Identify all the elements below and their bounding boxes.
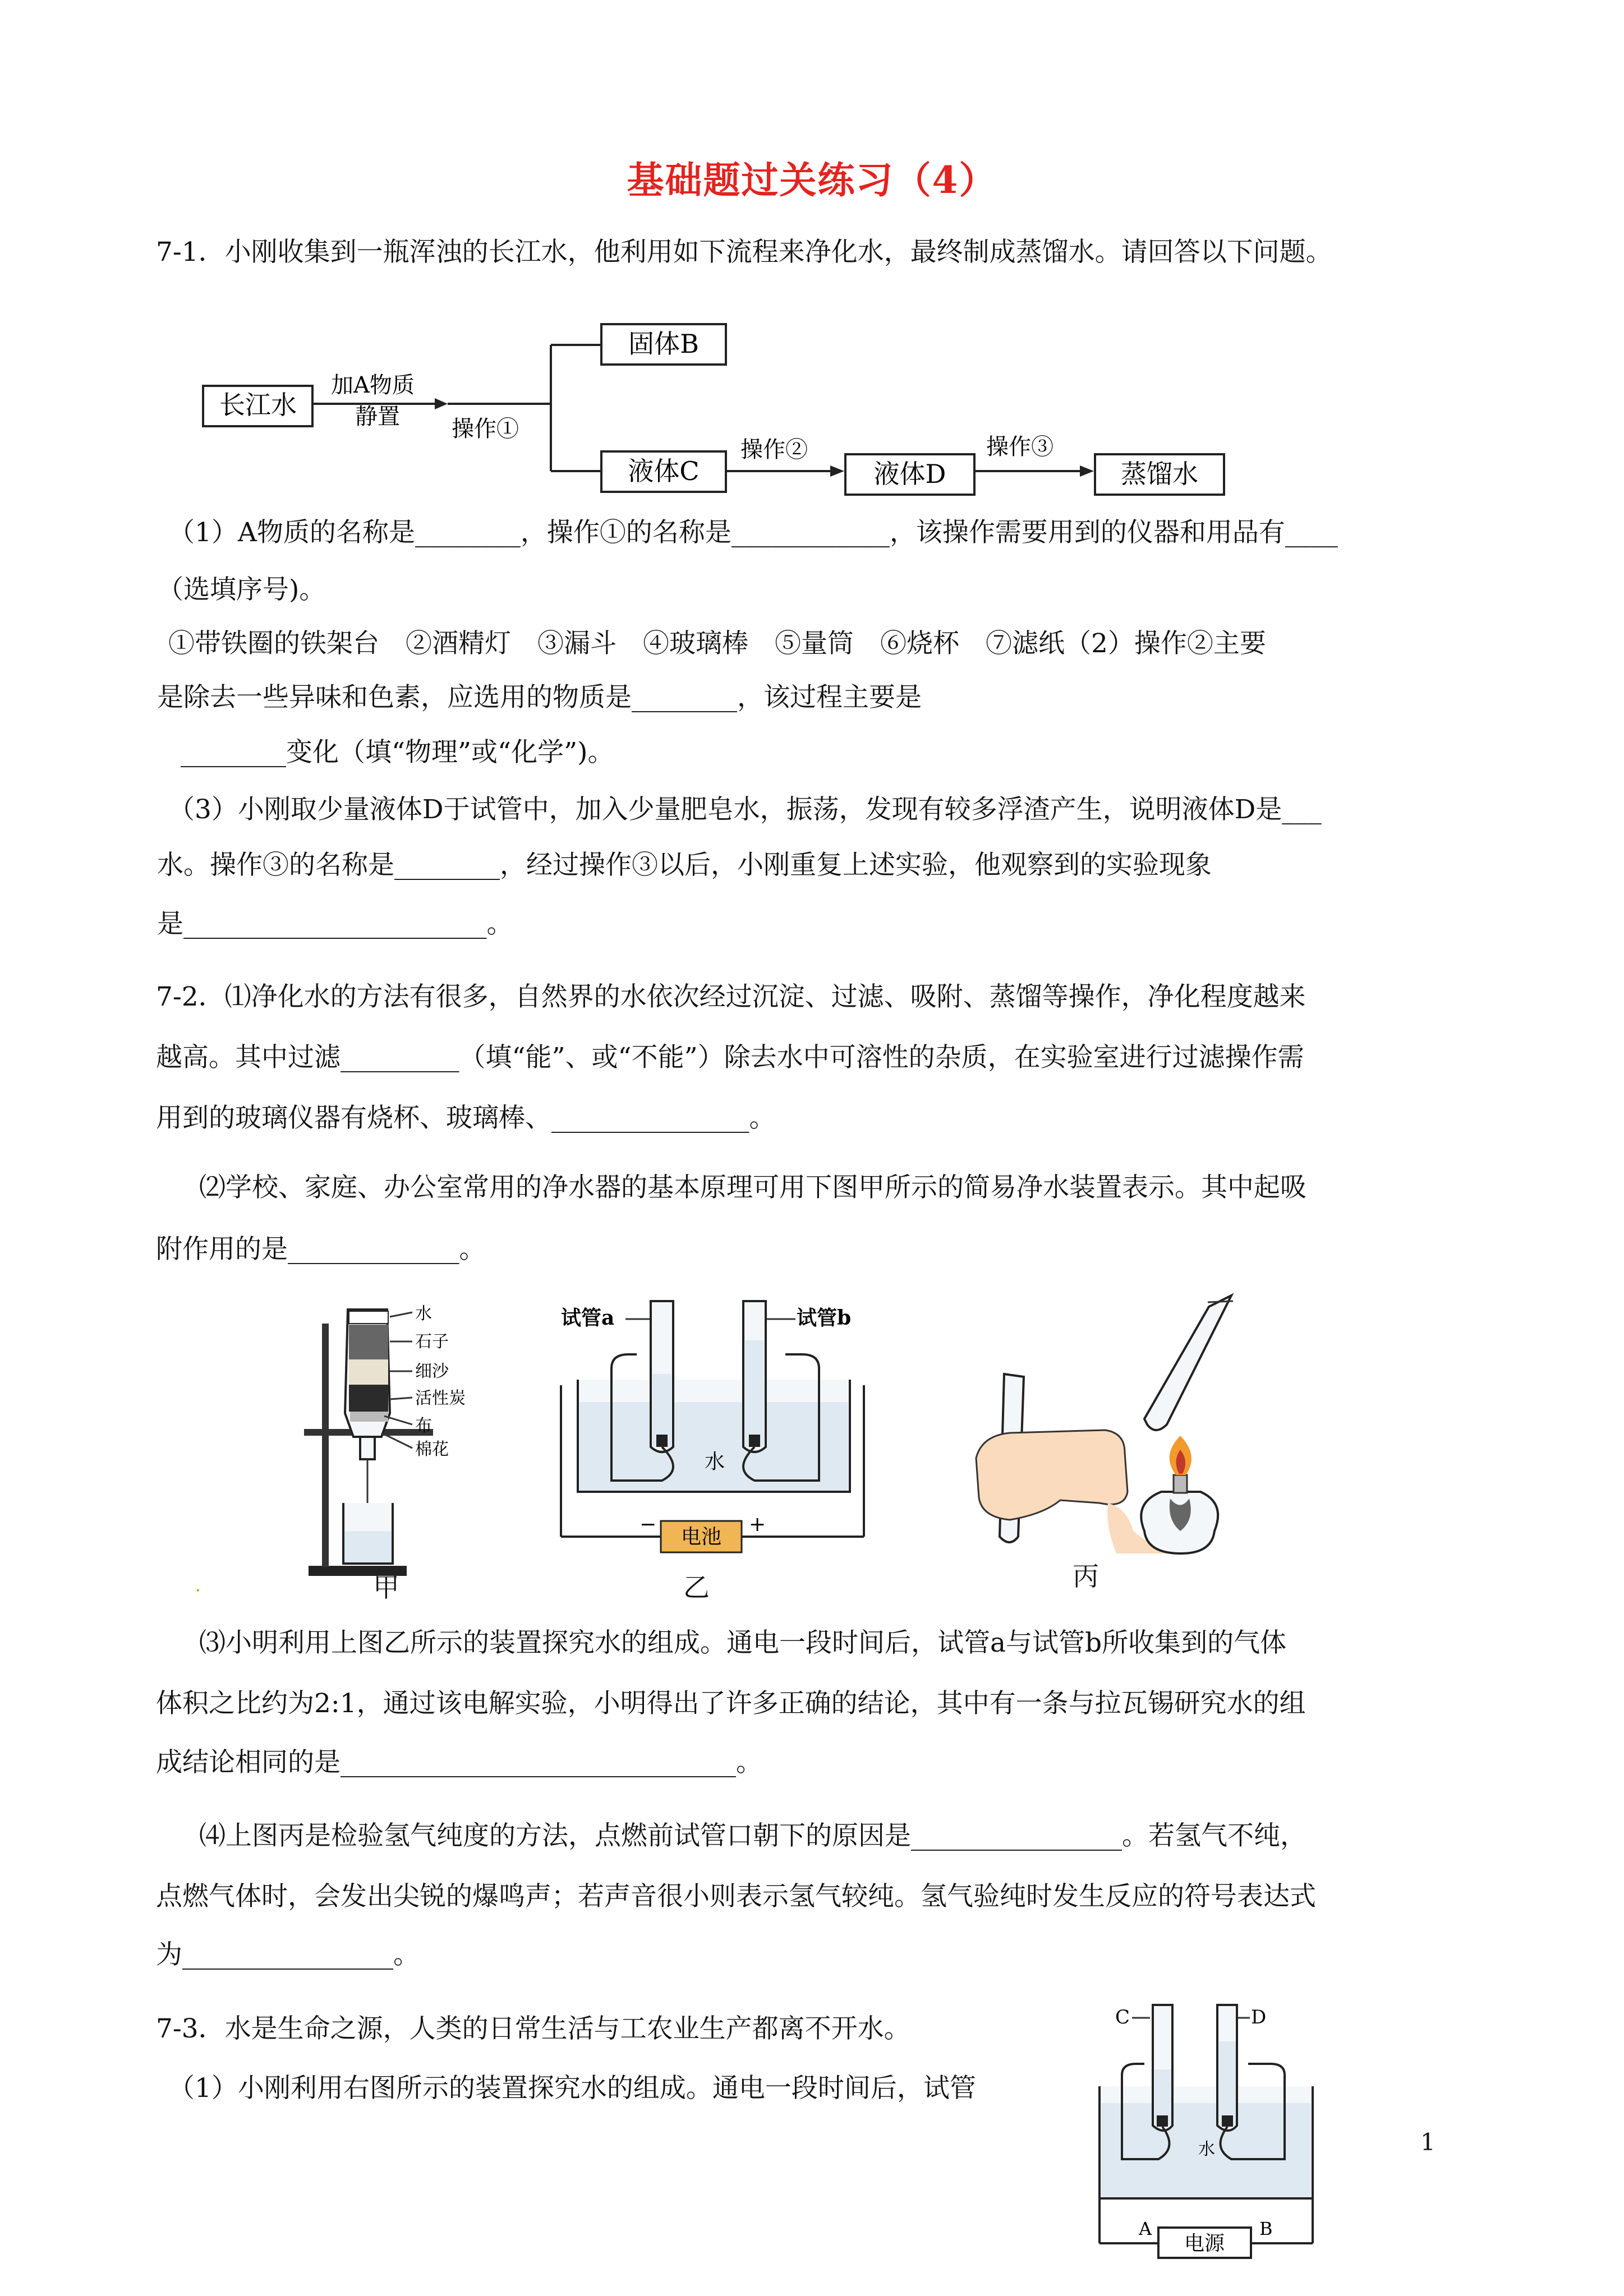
- q72-l1: 7-2．⑴净化水的方法有很多，自然界的水依次经过沉淀、过滤、吸附、蒸馏等操作，净化程度越来: [156, 981, 1306, 1012]
- page-title: 基础题过关练习（4）: [627, 158, 997, 202]
- flow-arrow1-top: 加A物质: [331, 372, 415, 398]
- yi-label-battery: 电池: [680, 1525, 722, 1548]
- q73-label-power: 电源: [1184, 2232, 1225, 2255]
- figure-yi-electrolysis: [550, 1290, 886, 1570]
- figure-jia-caption: 甲: [373, 1573, 399, 1603]
- flow-arrow1-bottom: 操作①: [452, 416, 519, 442]
- figure-yi-caption: 乙: [683, 1573, 710, 1603]
- flow-start: 长江水: [219, 390, 297, 420]
- q73-label-water: 水: [1198, 2140, 1215, 2159]
- flow-branch-top: 固体B: [628, 329, 699, 359]
- q72-l9: ⑷上图丙是检验氢气纯度的方法，点燃前试管口朝下的原因是________________。若氢气不纯，: [199, 1820, 1306, 1851]
- figure-bing-hydrogen-test: [965, 1290, 1279, 1559]
- q71-p1a: （1）A物质的名称是________，操作①的名称是____________，该操作需要用到的仪器和用品有____: [168, 517, 1338, 548]
- q72-l11: 为________________。: [156, 1939, 420, 1970]
- q73-label-a: A: [1139, 2218, 1152, 2239]
- q71-p3b: 水。操作③的名称是________，经过操作③以后，小刚重复上述实验，他观察到的实验现象: [157, 850, 1212, 880]
- yi-label-plus: +: [749, 1513, 766, 1536]
- q73-label-b: B: [1259, 2218, 1273, 2239]
- q72-l5: 附作用的是_____________。: [156, 1234, 486, 1265]
- q72-l10: 点燃气体时，会发出尖锐的爆鸣声；若声音很小则表示氢气较纯。氢气验纯时发生反应的符号表达式: [156, 1881, 1316, 1912]
- flow-end: 蒸馏水: [1121, 459, 1198, 489]
- flow-branch-bottom: 液体C: [628, 456, 700, 486]
- jia-label-cloth: 布: [415, 1416, 432, 1436]
- yi-label-b: 试管b: [797, 1306, 852, 1330]
- q72-l2: 越高。其中过滤_________（填“能”、或“不能”）除去水中可溶性的杂质，在实验室进行过滤操作需: [156, 1042, 1304, 1073]
- figure-q73-electrolysis: [1088, 1997, 1324, 2260]
- q71-p1c: ①带铁圈的铁架台 ②酒精灯 ③漏斗 ④玻璃棒 ⑤量筒 ⑥烧杯 ⑦滤纸（2）操作②主要: [168, 628, 1266, 659]
- yi-label-minus: −: [640, 1513, 657, 1536]
- figure-bing-caption: 丙: [1073, 1561, 1099, 1592]
- jia-label-cotton: 棉花: [415, 1440, 449, 1459]
- yi-label-water: 水: [705, 1450, 725, 1473]
- figure-jia-filter: [297, 1290, 533, 1587]
- q71-stem: 7-1．小刚收集到一瓶浑浊的长江水，他利用如下流程来净化水，最终制成蒸馏水。请回答以下问题。: [156, 237, 1332, 268]
- yi-label-a: 试管a: [561, 1306, 615, 1330]
- flow-arrow3: 操作③: [986, 434, 1053, 460]
- q71-p3c: 是_______________________。: [157, 909, 513, 939]
- q72-l7: 体积之比约为2:1，通过该电解实验，小明得出了许多正确的结论，其中有一条与拉瓦锡研究水的组: [156, 1688, 1306, 1719]
- page-number: 1: [1420, 2128, 1436, 2156]
- jia-label-stone: 石子: [415, 1332, 449, 1352]
- q73-l1: 7-3．水是生命之源，人类的日常生活与工农业生产都离不开水。: [156, 2013, 910, 2044]
- q73-label-d: D: [1251, 2006, 1267, 2028]
- flow-arrow2: 操作②: [740, 437, 808, 463]
- decor-dot: .: [195, 1576, 201, 1596]
- jia-label-carbon: 活性炭: [415, 1389, 466, 1408]
- jia-label-water: 水: [415, 1304, 432, 1324]
- flow-arrow1-mid: 静置: [355, 404, 400, 430]
- q73-l2: （1）小刚利用右图所示的装置探究水的组成。通电一段时间后，试管: [168, 2073, 976, 2104]
- q72-l3: 用到的玻璃仪器有烧杯、玻璃棒、_______________。: [156, 1103, 776, 1133]
- q71-p1d: 是除去一些异味和色素，应选用的物质是________，该过程主要是: [157, 682, 922, 713]
- q72-l4: ⑵学校、家庭、办公室常用的净水器的基本原理可用下图甲所示的简易净水装置表示。其中起吸: [199, 1172, 1306, 1203]
- q72-l6: ⑶小明利用上图乙所示的装置探究水的组成。通电一段时间后，试管a与试管b所收集到的气体: [199, 1628, 1287, 1658]
- q71-flow-diagram: [196, 314, 1240, 499]
- q71-p1b: （选填序号)。: [157, 574, 326, 605]
- q71-p3a: （3）小刚取少量液体D于试管中，加入少量肥皂水，振荡，发现有较多浮渣产生，说明液体D是___: [168, 794, 1322, 825]
- q71-p1e: ________变化（填“物理”或“化学”)。: [181, 737, 614, 768]
- q72-l8: 成结论相同的是______________________________。: [156, 1747, 762, 1778]
- flow-node-d: 液体D: [873, 459, 946, 489]
- q73-label-c: C: [1115, 2006, 1130, 2028]
- jia-label-sand: 细沙: [415, 1362, 449, 1381]
